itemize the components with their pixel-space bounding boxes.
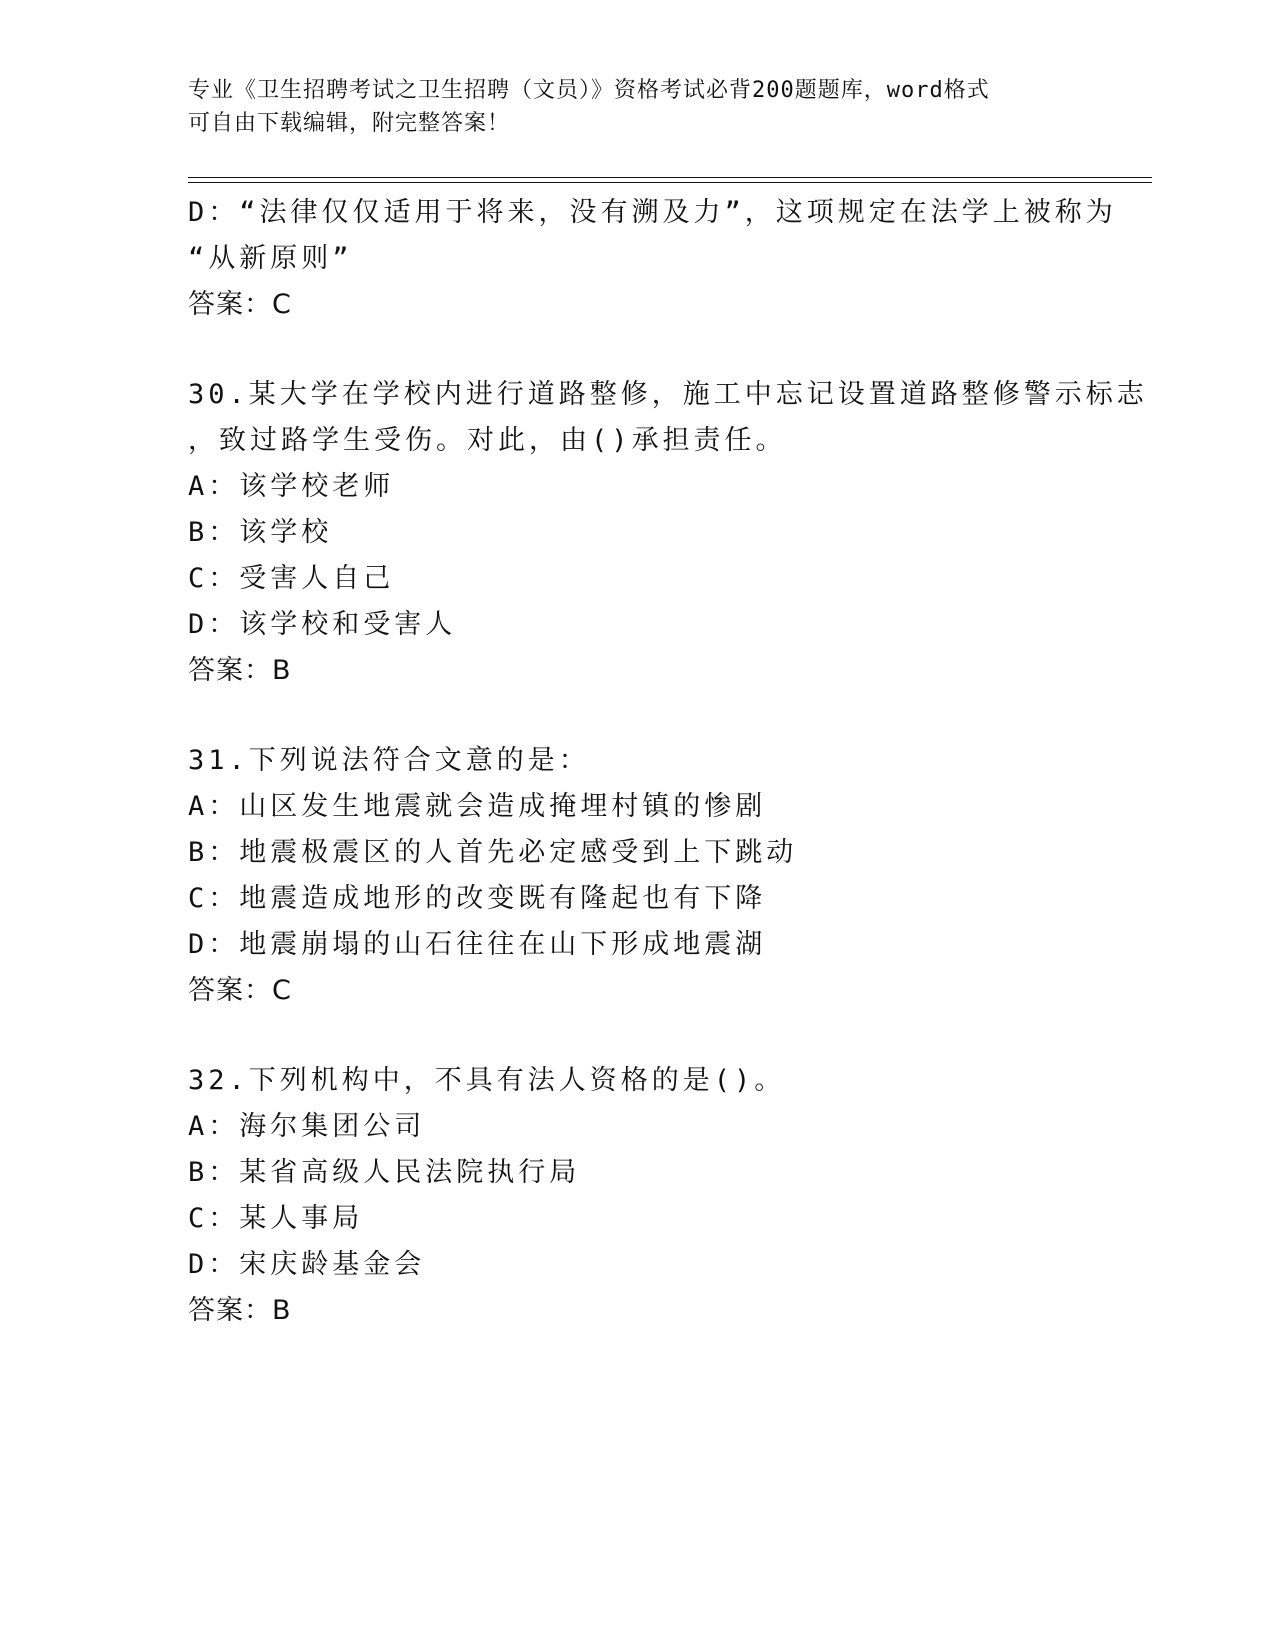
header-line-2: 可自由下载编辑，附完整答案！ xyxy=(188,111,511,136)
option-b: B：地震极震区的人首先必定感受到上下跳动 xyxy=(188,837,798,868)
option-a: A：海尔集团公司 xyxy=(188,1111,426,1142)
answer: 答案：C xyxy=(188,289,292,320)
question-list xyxy=(188,190,1148,1334)
question-stem-continued: ，致过路学生受伤。对此，由()承担责任。 xyxy=(188,425,787,456)
header-rule-top xyxy=(188,177,1152,178)
option-c: C：受害人自己 xyxy=(188,563,395,594)
answer: 答案：C xyxy=(188,975,292,1006)
answer: 答案：B xyxy=(188,655,292,686)
question-stem: 32.下列机构中，不具有法人资格的是()。 xyxy=(188,1065,786,1096)
previous-question xyxy=(188,190,1117,328)
question-stem: 30.某大学在学校内进行道路整修，施工中忘记设置道路整修警示标志 xyxy=(188,379,1148,410)
option-d-continued: “从新原则” xyxy=(188,243,353,274)
option-b: B：该学校 xyxy=(188,517,333,548)
option-b: B：某省高级人民法院执行局 xyxy=(188,1157,581,1188)
option-d: D：宋庆龄基金会 xyxy=(188,1249,426,1280)
answer: 答案：B xyxy=(188,1295,292,1326)
option-d: D：地震崩塌的山石往往在山下形成地震湖 xyxy=(188,929,767,960)
question-stem: 31.下列说法符合文意的是： xyxy=(188,745,590,776)
question-30 xyxy=(188,372,1148,694)
option-c: C：地震造成地形的改变既有隆起也有下降 xyxy=(188,883,767,914)
question-32 xyxy=(188,1058,1088,1334)
question-31 xyxy=(188,738,1088,1014)
option-a: A：该学校老师 xyxy=(188,471,395,502)
option-d: D：“法律仅仅适用于将来，没有溯及力”，这项规定在法学上被称为 xyxy=(188,197,1117,228)
option-c: C：某人事局 xyxy=(188,1203,364,1234)
option-d: D：该学校和受害人 xyxy=(188,609,457,640)
option-a: A：山区发生地震就会造成掩埋村镇的惨剧 xyxy=(188,791,767,822)
document-header xyxy=(188,74,1088,140)
header-rule-bottom xyxy=(188,182,1152,183)
header-line-1: 专业《卫生招聘考试之卫生招聘（文员）》资格考试必背200题题库，word格式 xyxy=(188,78,990,103)
